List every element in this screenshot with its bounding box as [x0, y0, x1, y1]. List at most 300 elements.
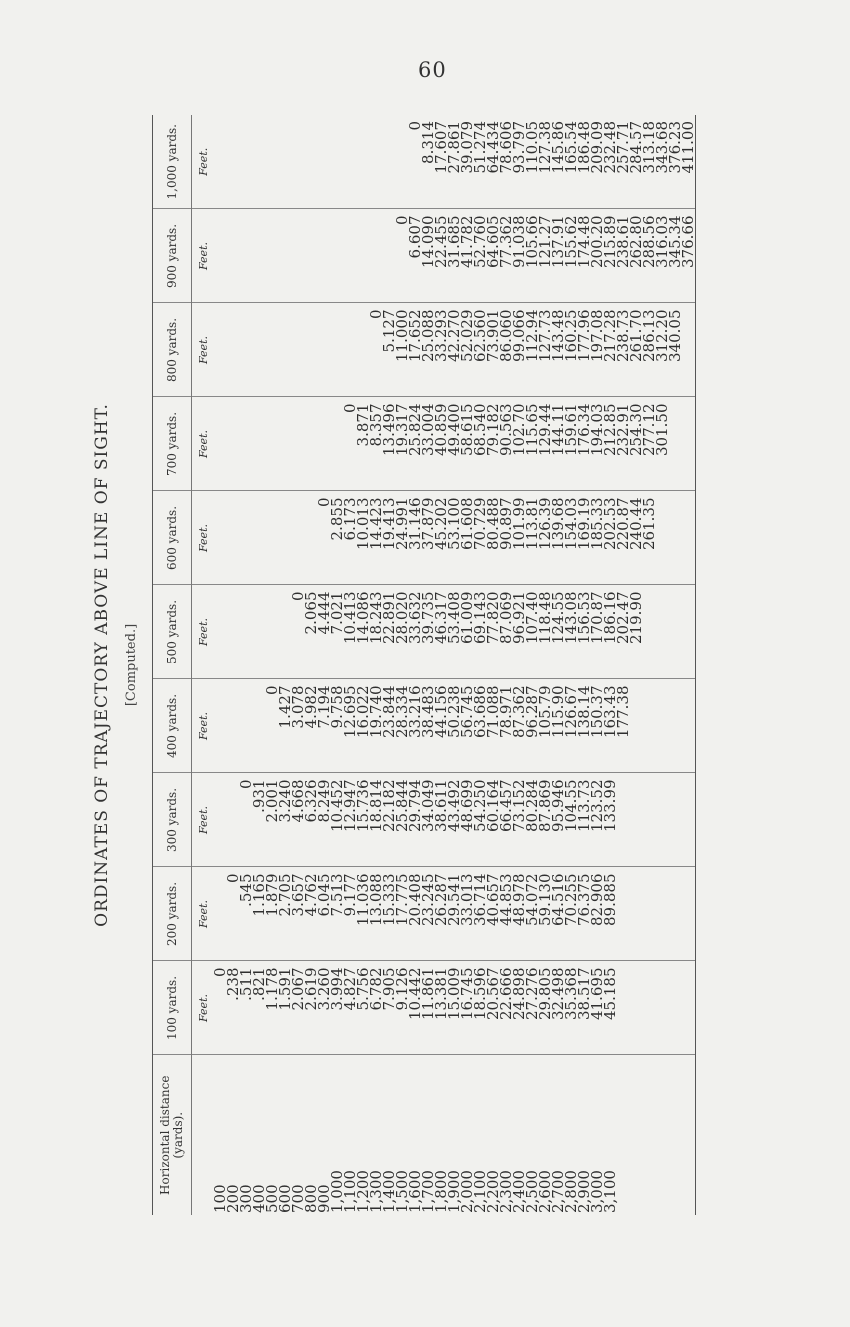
table-row: [266, 115, 279, 1215]
value-cell: 257.71: [617, 115, 630, 209]
value-cell: [630, 773, 643, 867]
table-row: [240, 115, 253, 1215]
value-cell: 73.901: [487, 303, 500, 397]
value-cell: [682, 961, 696, 1055]
distance-label: 700: [289, 1184, 307, 1213]
value-cell: 6.173: [344, 491, 357, 585]
value-cell: 36.714: [474, 867, 487, 961]
value-cell: 77.362: [500, 209, 513, 303]
value-cell: 18.814: [370, 773, 383, 867]
value-cell: [656, 679, 669, 773]
trajectory-table: [152, 115, 696, 1215]
value-cell: 165.54: [565, 115, 578, 209]
value-cell: 194.03: [591, 397, 604, 491]
value-cell: 7.021: [331, 585, 344, 679]
value-cell: [656, 585, 669, 679]
value-cell: 10.413: [344, 585, 357, 679]
distance-label: 500: [263, 1184, 281, 1213]
value-cell: 200.20: [591, 209, 604, 303]
value-cell: 13.088: [370, 867, 383, 961]
value-cell: [656, 773, 669, 867]
distance-label: 2,300: [497, 1170, 515, 1213]
value-cell: [240, 115, 253, 209]
value-cell: [214, 209, 227, 303]
table-row: [526, 115, 539, 1215]
value-cell: [253, 397, 266, 491]
value-cell: 10.013: [357, 491, 370, 585]
value-cell: 16.022: [357, 679, 370, 773]
value-cell: 24.898: [513, 961, 526, 1055]
value-cell: [266, 397, 279, 491]
value-cell: 143.08: [565, 585, 578, 679]
value-cell: 35.368: [565, 961, 578, 1055]
value-cell: [227, 209, 240, 303]
value-cell: 11.036: [357, 867, 370, 961]
value-cell: 286.13: [643, 303, 656, 397]
value-cell: 64.516: [552, 867, 565, 961]
distance-label: 800: [302, 1184, 320, 1213]
value-cell: 48.978: [513, 867, 526, 961]
value-cell: [656, 961, 669, 1055]
value-cell: 32.498: [552, 961, 565, 1055]
value-cell: 1.591: [279, 961, 292, 1055]
table-row: [318, 115, 331, 1215]
value-cell: 48.699: [461, 773, 474, 867]
value-cell: 64.434: [487, 115, 500, 209]
value-cell: 123.52: [591, 773, 604, 867]
distance-label: 1,100: [341, 1170, 359, 1213]
value-cell: 25.844: [396, 773, 409, 867]
column-header-distance: Horizontal distance (yards).: [153, 1055, 192, 1215]
distance-label: 100: [211, 1184, 229, 1213]
value-cell: 73.152: [513, 773, 526, 867]
value-cell: 19.317: [396, 397, 409, 491]
value-cell: [669, 491, 682, 585]
value-cell: 28.334: [396, 679, 409, 773]
value-cell: 138.14: [578, 679, 591, 773]
value-cell: [292, 491, 305, 585]
value-cell: 1.879: [266, 867, 279, 961]
value-cell: 2.001: [266, 773, 279, 867]
value-cell: 27.861: [448, 115, 461, 209]
value-cell: [643, 867, 656, 961]
value-cell: [669, 961, 682, 1055]
value-cell: 8.314: [422, 115, 435, 209]
value-cell: [656, 867, 669, 961]
value-cell: 101.99: [513, 491, 526, 585]
table-row: [656, 115, 669, 1215]
value-cell: [279, 115, 292, 209]
distance-label: 1,900: [445, 1170, 463, 1213]
value-cell: 115.65: [526, 397, 539, 491]
value-cell: 11.000: [396, 303, 409, 397]
value-cell: 9.126: [396, 961, 409, 1055]
value-cell: .511: [240, 961, 253, 1055]
table-row: [565, 115, 578, 1215]
table-row: [539, 115, 552, 1215]
value-cell: 22.666: [500, 961, 513, 1055]
value-cell: 17.775: [396, 867, 409, 961]
value-cell: [318, 115, 331, 209]
value-cell: 38.611: [435, 773, 448, 867]
value-cell: 238.73: [617, 303, 630, 397]
value-cell: 2.065: [305, 585, 318, 679]
value-cell: 24.991: [396, 491, 409, 585]
value-cell: [227, 491, 240, 585]
value-cell: [318, 303, 331, 397]
value-cell: 46.317: [435, 585, 448, 679]
value-cell: 254.30: [630, 397, 643, 491]
distance-cell: [669, 1055, 682, 1215]
value-cell: 6.782: [370, 961, 383, 1055]
value-cell: 66.457: [500, 773, 513, 867]
value-cell: 2.067: [292, 961, 305, 1055]
value-cell: [253, 209, 266, 303]
table-row: [292, 115, 305, 1215]
unit-label: Feet.: [192, 961, 215, 1055]
value-cell: 4.668: [292, 773, 305, 867]
value-cell: .238: [227, 961, 240, 1055]
value-cell: [370, 115, 383, 209]
value-cell: 232.48: [604, 115, 617, 209]
value-cell: [344, 209, 357, 303]
distance-label: 2,400: [510, 1170, 528, 1213]
value-cell: [266, 115, 279, 209]
value-cell: 104.55: [565, 773, 578, 867]
value-cell: 0: [409, 115, 422, 209]
value-cell: .545: [240, 867, 253, 961]
value-cell: 11.861: [422, 961, 435, 1055]
table-row: [344, 115, 357, 1215]
unit-label: Feet.: [192, 491, 215, 585]
distance-cell: [630, 1055, 643, 1215]
distance-label: 1,300: [367, 1170, 385, 1213]
value-cell: 7.194: [318, 679, 331, 773]
value-cell: 137.91: [552, 209, 565, 303]
value-cell: .821: [253, 961, 266, 1055]
value-cell: 4.762: [305, 867, 318, 961]
value-cell: [682, 773, 696, 867]
value-cell: 52.760: [474, 209, 487, 303]
value-cell: 376.66: [682, 209, 696, 303]
distance-label: 400: [250, 1184, 268, 1213]
value-cell: 186.16: [604, 585, 617, 679]
value-cell: 27.276: [526, 961, 539, 1055]
value-cell: 91.038: [513, 209, 526, 303]
unit-row: [192, 115, 215, 1215]
column-header: 500 yards.: [153, 585, 192, 679]
table-row: [370, 115, 383, 1215]
value-cell: [240, 491, 253, 585]
distance-label: 2,200: [484, 1170, 502, 1213]
value-cell: 1.427: [279, 679, 292, 773]
value-cell: 219.90: [630, 585, 643, 679]
value-cell: 121.27: [539, 209, 552, 303]
value-cell: [305, 397, 318, 491]
value-cell: 10.442: [409, 961, 422, 1055]
value-cell: 129.44: [539, 397, 552, 491]
value-cell: [214, 585, 227, 679]
value-cell: [214, 397, 227, 491]
value-cell: [227, 585, 240, 679]
value-cell: 0: [318, 491, 331, 585]
value-cell: 113.81: [526, 491, 539, 585]
distance-label: 1,400: [380, 1170, 398, 1213]
table-row: [474, 115, 487, 1215]
value-cell: 41.782: [461, 209, 474, 303]
value-cell: 25.824: [409, 397, 422, 491]
distance-label: 2,900: [575, 1170, 593, 1213]
value-cell: 139.68: [552, 491, 565, 585]
distance-cell: [682, 1055, 696, 1215]
value-cell: 118.48: [539, 585, 552, 679]
value-cell: 124.55: [552, 585, 565, 679]
value-cell: 284.57: [630, 115, 643, 209]
table-row: [409, 115, 422, 1215]
value-cell: [240, 303, 253, 397]
distance-label: 600: [276, 1184, 294, 1213]
value-cell: 0: [240, 773, 253, 867]
value-cell: 159.61: [565, 397, 578, 491]
value-cell: 5.756: [357, 961, 370, 1055]
value-cell: 29.805: [539, 961, 552, 1055]
table-row: [435, 115, 448, 1215]
value-cell: 25.088: [422, 303, 435, 397]
value-cell: 61.608: [461, 491, 474, 585]
unit-label: Feet.: [192, 115, 215, 209]
value-cell: 17.607: [435, 115, 448, 209]
value-cell: 261.70: [630, 303, 643, 397]
value-cell: [266, 209, 279, 303]
column-header: 200 yards.: [153, 867, 192, 961]
value-cell: 33.216: [409, 679, 422, 773]
table-row: [461, 115, 474, 1215]
value-cell: 127.38: [539, 115, 552, 209]
value-cell: 115.90: [552, 679, 565, 773]
value-cell: 95.946: [552, 773, 565, 867]
value-cell: [279, 209, 292, 303]
value-cell: [214, 491, 227, 585]
value-cell: 12.695: [344, 679, 357, 773]
distance-label: 2,100: [471, 1170, 489, 1213]
table-row: [513, 115, 526, 1215]
value-cell: 5.127: [383, 303, 396, 397]
table-row: [682, 115, 696, 1215]
value-cell: [253, 491, 266, 585]
value-cell: [279, 397, 292, 491]
value-cell: 150.37: [591, 679, 604, 773]
distance-label: 200: [224, 1184, 242, 1213]
value-cell: 31.685: [448, 209, 461, 303]
value-cell: 277.12: [643, 397, 656, 491]
value-cell: [266, 303, 279, 397]
value-cell: [669, 679, 682, 773]
value-cell: 177.96: [578, 303, 591, 397]
value-cell: 51.274: [474, 115, 487, 209]
value-cell: 345.34: [669, 209, 682, 303]
value-cell: 9.177: [344, 867, 357, 961]
value-cell: 20.567: [487, 961, 500, 1055]
value-cell: 8.249: [318, 773, 331, 867]
column-header: 900 yards.: [153, 209, 192, 303]
value-cell: 38.517: [578, 961, 591, 1055]
value-cell: 33.004: [422, 397, 435, 491]
value-cell: 212.85: [604, 397, 617, 491]
value-cell: 80.488: [487, 491, 500, 585]
value-cell: 33.013: [461, 867, 474, 961]
value-cell: [292, 397, 305, 491]
value-cell: 3.871: [357, 397, 370, 491]
column-header: 700 yards.: [153, 397, 192, 491]
value-cell: 71.088: [487, 679, 500, 773]
table-row: [305, 115, 318, 1215]
value-cell: 52.029: [461, 303, 474, 397]
distance-label: 3,100: [601, 1170, 619, 1213]
value-cell: [643, 961, 656, 1055]
distance-label: 900: [315, 1184, 333, 1213]
table-row: [357, 115, 370, 1215]
value-cell: 19.413: [383, 491, 396, 585]
value-cell: 177.38: [617, 679, 630, 773]
distance-label: 1,200: [354, 1170, 372, 1213]
value-cell: 14.423: [370, 491, 383, 585]
value-cell: [279, 491, 292, 585]
table-row: [591, 115, 604, 1215]
value-cell: 60.164: [487, 773, 500, 867]
value-cell: 90.563: [500, 397, 513, 491]
value-cell: 15.009: [448, 961, 461, 1055]
value-cell: 78.971: [500, 679, 513, 773]
value-cell: 169.19: [578, 491, 591, 585]
value-cell: 22.182: [383, 773, 396, 867]
value-cell: 340.05: [669, 303, 682, 397]
value-cell: [279, 303, 292, 397]
value-cell: 54.072: [526, 867, 539, 961]
value-cell: 68.540: [474, 397, 487, 491]
value-cell: 70.255: [565, 867, 578, 961]
value-cell: [240, 209, 253, 303]
value-cell: 313.18: [643, 115, 656, 209]
value-cell: [682, 867, 696, 961]
value-cell: 44.156: [435, 679, 448, 773]
value-cell: [305, 115, 318, 209]
value-cell: 262.80: [630, 209, 643, 303]
value-cell: 23.844: [383, 679, 396, 773]
value-cell: 154.03: [565, 491, 578, 585]
value-cell: 0: [370, 303, 383, 397]
value-cell: 29.794: [409, 773, 422, 867]
value-cell: 3.260: [318, 961, 331, 1055]
value-cell: .931: [253, 773, 266, 867]
distance-label: 2,600: [536, 1170, 554, 1213]
value-cell: 19.740: [370, 679, 383, 773]
value-cell: [643, 679, 656, 773]
page-number: 60: [418, 58, 447, 82]
value-cell: [253, 303, 266, 397]
value-cell: [227, 303, 240, 397]
value-cell: 53.100: [448, 491, 461, 585]
value-cell: 20.408: [409, 867, 422, 961]
value-cell: 79.182: [487, 397, 500, 491]
value-cell: 126.67: [565, 679, 578, 773]
table-row: [331, 115, 344, 1215]
value-cell: 261.35: [643, 491, 656, 585]
value-cell: 176.34: [578, 397, 591, 491]
value-cell: 45.185: [604, 961, 617, 1055]
value-cell: [214, 303, 227, 397]
value-cell: [305, 303, 318, 397]
distance-cell: [643, 1055, 656, 1215]
value-cell: 33.632: [409, 585, 422, 679]
value-cell: 202.47: [617, 585, 630, 679]
value-cell: 87.869: [539, 773, 552, 867]
value-cell: 145.86: [552, 115, 565, 209]
unit-label: Feet.: [192, 303, 215, 397]
table-row: [383, 115, 396, 1215]
value-cell: 29.541: [448, 867, 461, 961]
value-cell: 22.891: [383, 585, 396, 679]
value-cell: 23.245: [422, 867, 435, 961]
header-row: [153, 115, 192, 1215]
column-header: 600 yards.: [153, 491, 192, 585]
value-cell: 215.89: [604, 209, 617, 303]
distance-label: 1,600: [406, 1170, 424, 1213]
value-cell: 17.652: [409, 303, 422, 397]
value-cell: 343.68: [656, 115, 669, 209]
value-cell: 107.40: [526, 585, 539, 679]
value-cell: 6.045: [318, 867, 331, 961]
value-cell: 45.202: [435, 491, 448, 585]
table-row: [604, 115, 617, 1215]
unit-label: Feet.: [192, 679, 215, 773]
table-row: [630, 115, 643, 1215]
value-cell: [383, 115, 396, 209]
value-cell: 43.492: [448, 773, 461, 867]
value-cell: 8.357: [370, 397, 383, 491]
value-cell: 18.596: [474, 961, 487, 1055]
value-cell: 6.607: [409, 209, 422, 303]
value-cell: 3.240: [279, 773, 292, 867]
value-cell: [669, 773, 682, 867]
value-cell: [227, 679, 240, 773]
column-header: 1,000 yards.: [153, 115, 192, 209]
unit-label: Feet.: [192, 773, 215, 867]
table-row: [578, 115, 591, 1215]
value-cell: 16.745: [461, 961, 474, 1055]
value-cell: 76.375: [578, 867, 591, 961]
value-cell: 89.885: [604, 867, 617, 961]
value-cell: 1.178: [266, 961, 279, 1055]
value-cell: [630, 961, 643, 1055]
value-cell: 77.820: [487, 585, 500, 679]
value-cell: 110.05: [526, 115, 539, 209]
value-cell: 64.605: [487, 209, 500, 303]
value-cell: 49.400: [448, 397, 461, 491]
value-cell: 86.060: [500, 303, 513, 397]
value-cell: 217.28: [604, 303, 617, 397]
value-cell: [214, 773, 227, 867]
value-cell: [682, 303, 696, 397]
value-cell: 18.243: [370, 585, 383, 679]
value-cell: [318, 209, 331, 303]
column-header: 400 yards.: [153, 679, 192, 773]
distance-label: 1,000: [328, 1170, 346, 1213]
value-cell: 12.947: [344, 773, 357, 867]
value-cell: 39.735: [422, 585, 435, 679]
value-cell: 301.50: [656, 397, 669, 491]
value-cell: [669, 585, 682, 679]
value-cell: 312.20: [656, 303, 669, 397]
